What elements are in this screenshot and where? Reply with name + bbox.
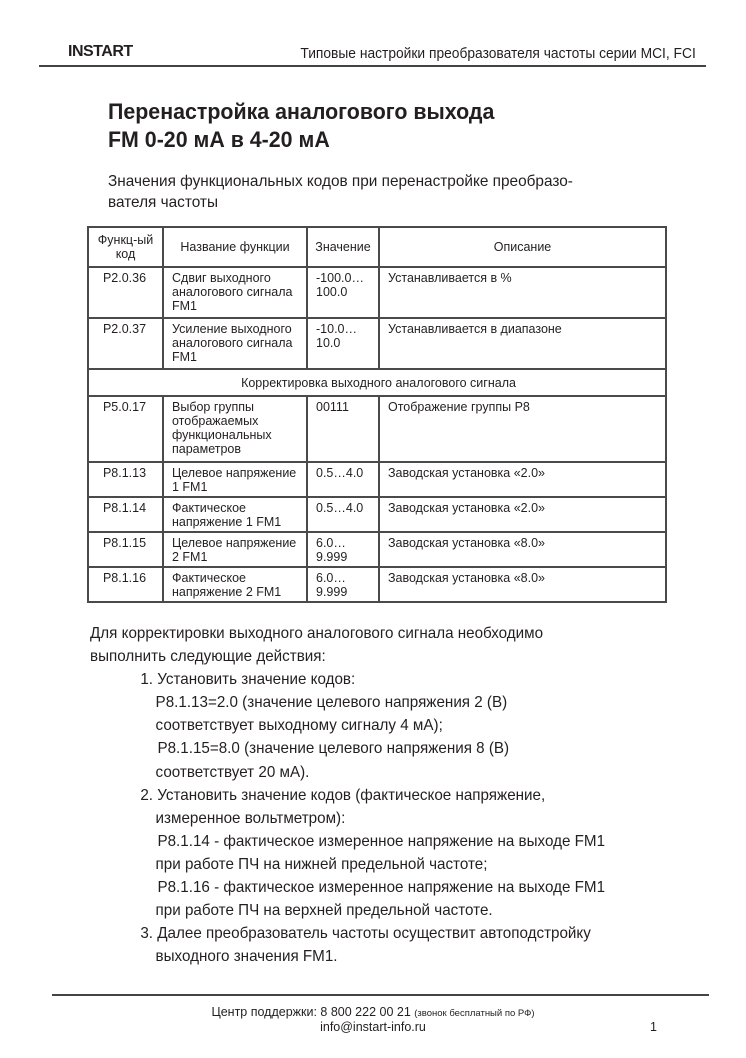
step-2-detail: при работе ПЧ на верхней предельной частоте. [155, 902, 493, 920]
page-title-line-2: FM 0-20 мА в 4-20 мА [108, 127, 330, 152]
column-header-description: Описание [379, 227, 666, 267]
cell-description: Заводская установка «8.0» [379, 567, 666, 602]
instructions [90, 622, 710, 968]
table-header-row [88, 227, 666, 267]
cell-code: P2.0.37 [88, 318, 163, 369]
step-2-continued: измеренное вольтметром): [155, 809, 346, 827]
table-caption-line-2: вателя частоты [108, 194, 219, 211]
page-number: 1 [650, 1020, 657, 1034]
page-title [108, 98, 494, 154]
cell-description: Заводская установка «8.0» [379, 532, 666, 567]
cell-value: 6.0… 9.999 [307, 532, 379, 567]
step-1-detail: соответствует выходному сигналу 4 мА); [155, 717, 443, 735]
cell-description: Устанавливается в % [379, 267, 666, 318]
step-1-detail: P8.1.15=8.0 (значение целевого напряжения 8 (В) [157, 740, 510, 758]
step-1-detail: P8.1.13=2.0 (значение целевого напряжения 2 (В) [155, 694, 508, 712]
cell-code: P2.0.36 [88, 267, 163, 318]
footer-divider [52, 994, 709, 996]
support-email[interactable]: info@instart-info.ru [320, 1020, 426, 1034]
cell-value: 6.0… 9.999 [307, 567, 379, 602]
cell-name: Фактическое напряжение 2 FM1 [163, 567, 307, 602]
support-contact [0, 1005, 746, 1019]
column-header-name: Название функции [163, 227, 307, 267]
brand-logo: INSTART [68, 43, 133, 60]
page-title-line-1: Перенастройка аналогового выхода [108, 99, 495, 124]
table-row [88, 267, 666, 318]
step-1-detail: соответствует 20 мА). [155, 763, 310, 781]
support-note: (звонок бесплатный по РФ) [414, 1008, 535, 1019]
step-1: 1. Установить значение кодов: [140, 671, 356, 689]
cell-code: P8.1.16 [88, 567, 163, 602]
intro-line: Для корректировки выходного аналогового сигнала необходимо [90, 625, 544, 642]
cell-code: P8.1.15 [88, 532, 163, 567]
table-row [88, 318, 666, 369]
cell-description: Отображение группы P8 [379, 396, 666, 462]
table-row [88, 462, 666, 497]
document-series-title: Типовые настройки преобразователя частоты серии MCI, FCI [300, 45, 696, 62]
cell-name: Усиление выходного аналогового сигнала FM1 [163, 318, 307, 369]
table-section-row [88, 369, 666, 396]
cell-value: -100.0… 100.0 [307, 267, 379, 318]
cell-value: 0.5…4.0 [307, 497, 379, 532]
header-divider [39, 65, 706, 67]
table-row [88, 497, 666, 532]
cell-name: Фактическое напряжение 1 FM1 [163, 497, 307, 532]
intro-line: выполнить следующие действия: [90, 648, 326, 666]
cell-description: Заводская установка «2.0» [379, 462, 666, 497]
step-2-detail: при работе ПЧ на нижней предельной частоте; [155, 855, 488, 873]
column-header-value: Значение [307, 227, 379, 267]
cell-value: -10.0… 10.0 [307, 318, 379, 369]
step-2-detail: P8.1.16 - фактическое измеренное напряжение на выходе FM1 [157, 879, 606, 897]
cell-value: 00111 [307, 396, 379, 462]
table-caption [108, 171, 573, 213]
step-3: 3. Далее преобразователь частоты осуществит автоподстройку [140, 925, 591, 943]
cell-name: Сдвиг выходного аналогового сигнала FM1 [163, 267, 307, 318]
step-2: 2. Установить значение кодов (фактическое напряжение, [140, 786, 546, 804]
cell-name: Выбор группы отображаемых функциональных параметров [163, 396, 307, 462]
support-phone: Центр поддержки: 8 800 222 00 21 [211, 1005, 411, 1019]
cell-code: P5.0.17 [88, 396, 163, 462]
step-2-detail: P8.1.14 - фактическое измеренное напряжение на выходе FM1 [157, 832, 606, 850]
cell-code: P8.1.14 [88, 497, 163, 532]
table-row [88, 567, 666, 602]
cell-name: Целевое напряжение 2 FM1 [163, 532, 307, 567]
table-caption-line-1: Значения функциональных кодов при перенастройке преобразо- [108, 173, 573, 190]
column-header-code: Функц-ый код [88, 227, 163, 267]
cell-value: 0.5…4.0 [307, 462, 379, 497]
table-row [88, 532, 666, 567]
cell-description: Заводская установка «2.0» [379, 497, 666, 532]
section-label: Корректировка выходного аналогового сигнала [88, 369, 666, 396]
cell-name: Целевое напряжение 1 FM1 [163, 462, 307, 497]
function-codes-table [87, 226, 667, 603]
cell-code: P8.1.13 [88, 462, 163, 497]
step-3-continued: выходного значения FM1. [155, 948, 338, 966]
table-row [88, 396, 666, 462]
cell-description: Устанавливается в диапазоне [379, 318, 666, 369]
